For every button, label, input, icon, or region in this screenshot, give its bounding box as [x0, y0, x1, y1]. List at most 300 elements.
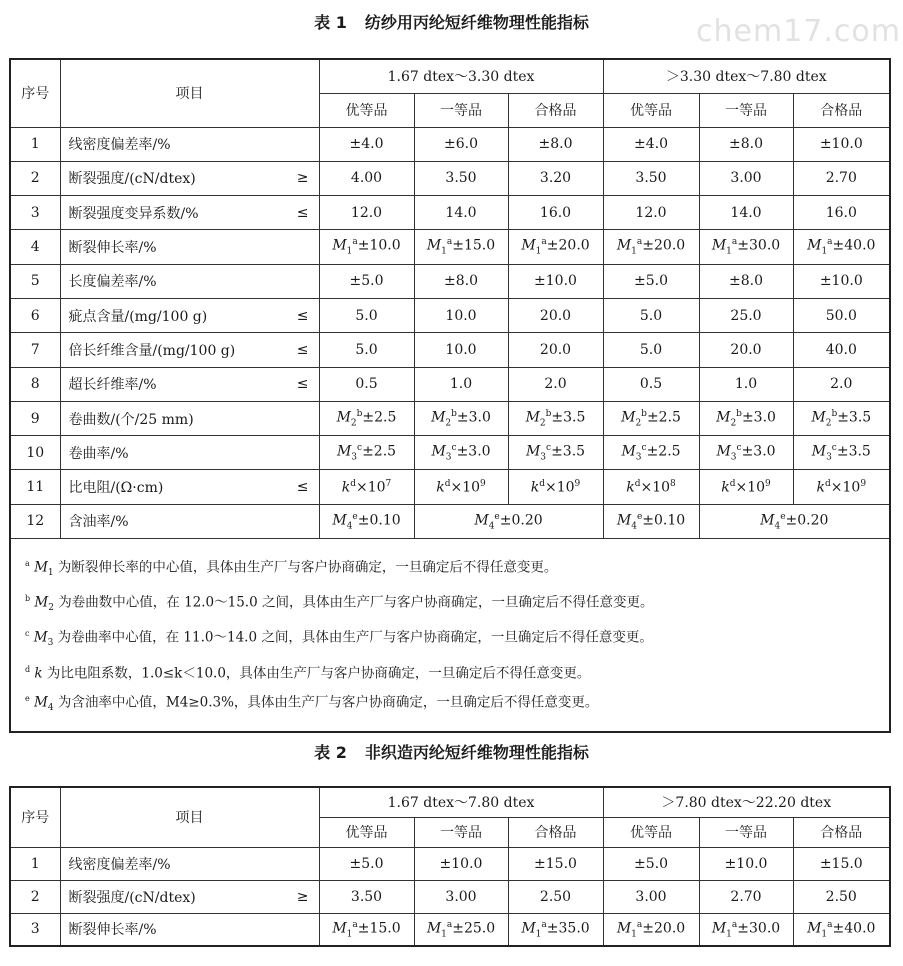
- row-item-symbol: ≥: [296, 170, 309, 187]
- value-note-mark: a: [636, 237, 643, 248]
- row-item-label: 比电阻/(Ω·cm): [68, 480, 164, 497]
- header-grade: 合格品: [508, 817, 603, 847]
- row-item-wrap: [69, 271, 315, 291]
- row-item-label: 线密度偏差率/%: [68, 856, 171, 873]
- value-variable: M: [336, 443, 352, 460]
- table-row: [10, 880, 890, 913]
- row-value: ±6.0: [414, 127, 508, 161]
- value-subscript: 4: [631, 521, 637, 532]
- value-note-mark: d: [350, 478, 356, 489]
- header-item: 项目: [60, 787, 319, 847]
- row-item: [60, 127, 319, 161]
- value-rest: ±3.0: [456, 409, 491, 426]
- value-note-mark: d: [729, 478, 736, 489]
- table-row: [10, 436, 890, 470]
- value-rest: ×10: [544, 479, 575, 496]
- row-item-wrap: [69, 237, 315, 257]
- header-grade: 合格品: [508, 93, 603, 127]
- row-value: ±10.0: [793, 264, 890, 298]
- value-rest: ±10.0: [357, 237, 401, 254]
- value-note-mark: e: [494, 511, 500, 522]
- notes-row: [10, 539, 890, 733]
- value-note-mark: a: [446, 919, 453, 930]
- footnote-variable: M: [34, 694, 48, 711]
- row-item-wrap: [69, 374, 315, 394]
- value-note-mark: a: [541, 919, 547, 930]
- value-note-mark: d: [539, 478, 545, 489]
- table-row: [10, 401, 890, 435]
- footnote-text: 为比电阻系数，1.0≤k＜10.0，具体由生产厂与客户协商确定，一旦确定后不得任意变更。: [42, 665, 591, 682]
- row-value: 25.0: [699, 298, 793, 332]
- value-note-mark: b: [736, 408, 742, 419]
- row-value: [699, 436, 793, 470]
- row-value: 10.0: [414, 333, 508, 367]
- footnote-subscript: 4: [47, 703, 54, 714]
- table-notes: [10, 539, 890, 733]
- row-value: 5.0: [319, 333, 414, 367]
- value-variable: M: [431, 443, 446, 460]
- row-item-label: 断裂伸长率/%: [68, 922, 157, 939]
- value-note-mark: b: [641, 408, 647, 419]
- row-item: [60, 401, 319, 435]
- row-value: 5.0: [603, 298, 699, 332]
- value-variable: M: [332, 512, 347, 529]
- table-row: [10, 230, 890, 264]
- row-number: 3: [10, 196, 60, 230]
- value-rest: ±30.0: [737, 920, 781, 937]
- row-number: 5: [10, 264, 60, 298]
- row-number: 7: [10, 333, 60, 367]
- value-subscript: 1: [441, 928, 447, 939]
- row-item-wrap: [69, 340, 315, 360]
- value-subscript: 3: [730, 452, 737, 463]
- row-value: 16.0: [793, 196, 890, 230]
- value-note-mark: d: [634, 478, 641, 489]
- header-group-b: ＞3.30 dtex～7.80 dtex: [603, 59, 890, 93]
- value-subscript: 1: [726, 246, 732, 257]
- value-note-mark: a: [731, 919, 738, 930]
- table1-caption-title: 纺纱用丙纶短纤维物理性能指标: [364, 13, 589, 32]
- value-variable: M: [760, 512, 775, 529]
- value-note-mark: b: [451, 408, 457, 419]
- row-value: ±10.0: [508, 264, 603, 298]
- footnote-variable: M: [33, 629, 48, 646]
- footnote-text: 为卷曲数中心值，在 12.0～15.0 之间，具体由生产厂与客户协商确定，一旦确定后不得任意变更。: [53, 594, 654, 611]
- value-subscript: 1: [821, 928, 828, 939]
- footnote-text: 为断裂伸长率的中心值，具体由生产厂与客户协商确定，一旦确定后不得任意变更。: [53, 559, 558, 576]
- row-value: 0.5: [319, 367, 414, 401]
- value-subscript: 2: [825, 418, 832, 429]
- row-item-wrap: [69, 306, 315, 326]
- row-item: [60, 504, 319, 538]
- value-exponent: 9: [574, 478, 581, 489]
- row-value: [508, 436, 603, 470]
- row-value: 2.70: [793, 161, 890, 195]
- header-grade: 一等品: [699, 93, 793, 127]
- row-value: [319, 504, 414, 538]
- value-exponent: 9: [860, 478, 867, 489]
- value-rest: ±20.0: [642, 920, 686, 937]
- header-row: [10, 59, 890, 93]
- value-note-mark: c: [641, 443, 647, 454]
- value-rest: ±2.5: [646, 443, 681, 460]
- row-item-wrap: [69, 443, 315, 463]
- row-value: 3.00: [603, 880, 699, 913]
- footnote: [25, 586, 879, 621]
- row-value: [508, 401, 603, 435]
- value-note-mark: c: [451, 443, 457, 454]
- footnote: [25, 551, 879, 586]
- value-variable: M: [621, 443, 636, 460]
- row-number: 2: [10, 161, 60, 195]
- value-subscript: 1: [346, 928, 353, 939]
- value-variable: M: [332, 237, 347, 254]
- row-number: 2: [10, 880, 60, 913]
- row-item-label: 断裂强度变异系数/%: [68, 205, 199, 222]
- value-note-mark: c: [736, 443, 742, 454]
- table-row: [10, 333, 890, 367]
- row-value: [603, 230, 699, 264]
- header-item: 项目: [60, 59, 319, 127]
- row-value: 2.0: [508, 367, 603, 401]
- table2-caption: [0, 740, 903, 763]
- value-rest: ±3.5: [551, 409, 586, 426]
- value-rest: ±20.0: [642, 237, 686, 254]
- row-item-label: 疵点含量/(mg/100 g): [68, 308, 208, 325]
- value-note-mark: e: [352, 511, 358, 522]
- row-item-wrap: [69, 168, 315, 188]
- row-item: [60, 367, 319, 401]
- header-grade: 优等品: [603, 817, 699, 847]
- header-group-a: 1.67 dtex～7.80 dtex: [319, 787, 603, 817]
- row-value: [319, 230, 414, 264]
- value-note-mark: a: [636, 919, 643, 930]
- value-variable: M: [621, 409, 636, 426]
- row-value: 10.0: [414, 298, 508, 332]
- value-variable: k: [816, 479, 825, 496]
- value-subscript: 3: [445, 452, 452, 463]
- table-row: [10, 196, 890, 230]
- row-value: [793, 230, 890, 264]
- row-item-wrap: [69, 854, 315, 874]
- row-value: 20.0: [508, 298, 603, 332]
- value-variable: M: [811, 443, 827, 460]
- value-rest: ±40.0: [832, 237, 876, 254]
- row-value: [793, 913, 890, 946]
- value-exponent: 7: [385, 478, 392, 489]
- footnote-mark: a: [25, 559, 30, 569]
- value-subscript: 2: [350, 418, 357, 429]
- row-value: [699, 230, 793, 264]
- row-value: [603, 504, 699, 538]
- value-rest: ±15.0: [452, 237, 496, 254]
- value-note-mark: b: [356, 408, 363, 419]
- row-value: [699, 504, 890, 538]
- row-value: 2.50: [508, 880, 603, 913]
- value-variable: M: [711, 237, 727, 254]
- value-variable: k: [341, 479, 351, 496]
- footnote-variable: k: [34, 665, 43, 682]
- value-note-mark: a: [446, 237, 453, 248]
- row-value: 3.50: [319, 880, 414, 913]
- row-item: [60, 333, 319, 367]
- value-variable: M: [521, 237, 536, 254]
- row-value: ±10.0: [793, 127, 890, 161]
- value-subscript: 1: [631, 928, 637, 939]
- row-value: 1.0: [414, 367, 508, 401]
- value-rest: ±2.5: [646, 409, 681, 426]
- value-variable: k: [721, 479, 730, 496]
- value-rest: ±0.20: [785, 512, 829, 529]
- row-value: [793, 436, 890, 470]
- table-row: [10, 161, 890, 195]
- row-value: ±8.0: [699, 127, 793, 161]
- value-exponent: 8: [670, 478, 676, 489]
- table-row: [10, 504, 890, 538]
- header-grade: 合格品: [793, 93, 890, 127]
- value-variable: k: [530, 479, 540, 496]
- table1-caption-number: 表 1: [314, 13, 347, 32]
- row-value: 50.0: [793, 298, 890, 332]
- header-grade: 合格品: [793, 817, 890, 847]
- row-item: [60, 913, 319, 946]
- row-item-label: 超长纤维率/%: [68, 377, 157, 394]
- row-item-wrap: [69, 887, 315, 907]
- row-value: 3.50: [414, 161, 508, 195]
- row-value: ±4.0: [319, 127, 414, 161]
- value-rest: ±0.20: [499, 512, 543, 529]
- value-note-mark: a: [352, 919, 358, 930]
- row-item-label: 断裂强度/(cN/dtex): [68, 171, 196, 188]
- value-subscript: 1: [821, 246, 828, 257]
- value-rest: ×10: [735, 479, 766, 496]
- value-note-mark: b: [831, 408, 838, 419]
- row-value: 20.0: [508, 333, 603, 367]
- row-item-symbol: ≤: [296, 204, 309, 221]
- row-value: ±8.0: [414, 264, 508, 298]
- footnote: [25, 686, 879, 721]
- row-item-symbol: ≤: [296, 479, 309, 496]
- row-value: ±8.0: [508, 127, 603, 161]
- row-value: [414, 913, 508, 946]
- value-subscript: 2: [445, 418, 452, 429]
- value-subscript: 1: [535, 246, 542, 257]
- table-row: [10, 847, 890, 880]
- row-item-symbol: ≥: [296, 888, 309, 905]
- value-note-mark: a: [352, 237, 358, 248]
- row-value: 14.0: [414, 196, 508, 230]
- row-value: 40.0: [793, 333, 890, 367]
- row-value: [414, 470, 508, 504]
- value-rest: ±3.5: [836, 443, 871, 460]
- row-number: 1: [10, 127, 60, 161]
- value-variable: M: [431, 409, 446, 426]
- header-grade: 优等品: [603, 93, 699, 127]
- row-item-wrap: [69, 134, 315, 154]
- table-row: [10, 470, 890, 504]
- header-row: [10, 787, 890, 817]
- value-variable: M: [474, 512, 489, 529]
- row-item-label: 长度偏差率/%: [68, 274, 157, 291]
- footnote-mark: c: [25, 629, 30, 639]
- row-item: [60, 161, 319, 195]
- value-subscript: 3: [540, 452, 547, 463]
- row-value: [508, 470, 603, 504]
- value-rest: ±30.0: [737, 237, 781, 254]
- value-rest: ±3.5: [551, 443, 586, 460]
- value-rest: ±2.5: [362, 409, 397, 426]
- table1-caption: [0, 10, 903, 33]
- value-rest: ±3.5: [837, 409, 872, 426]
- value-rest: ±3.0: [741, 443, 776, 460]
- value-subscript: 4: [346, 521, 353, 532]
- value-variable: M: [336, 409, 351, 426]
- row-item-symbol: ≤: [296, 307, 309, 324]
- row-value: ±4.0: [603, 127, 699, 161]
- row-item-label: 倍长纤维含量/(mg/100 g): [68, 342, 236, 359]
- row-item-label: 线密度偏差率/%: [68, 137, 171, 154]
- row-number: 10: [10, 436, 60, 470]
- row-value: 2.0: [793, 367, 890, 401]
- value-subscript: 3: [635, 452, 642, 463]
- footnote-mark: b: [25, 594, 31, 604]
- value-variable: M: [525, 443, 541, 460]
- value-variable: M: [332, 920, 347, 937]
- row-value: 16.0: [508, 196, 603, 230]
- header-seq: 序号: [10, 787, 60, 847]
- value-rest: ×10: [830, 479, 861, 496]
- value-rest: ±35.0: [546, 920, 590, 937]
- row-value: 14.0: [699, 196, 793, 230]
- value-rest: ±3.0: [456, 443, 491, 460]
- value-variable: M: [616, 920, 632, 937]
- table2-caption-number: 表 2: [314, 743, 347, 762]
- value-subscript: 3: [351, 452, 358, 463]
- value-subscript: 3: [826, 452, 832, 463]
- row-item: [60, 264, 319, 298]
- row-value: ±10.0: [699, 847, 793, 880]
- value-rest: ×10: [640, 479, 671, 496]
- row-number: 6: [10, 298, 60, 332]
- row-value: [414, 401, 508, 435]
- row-item-label: 断裂伸长率/%: [68, 240, 157, 257]
- row-value: ±10.0: [414, 847, 508, 880]
- value-variable: k: [436, 479, 445, 496]
- row-item: [60, 230, 319, 264]
- row-item-wrap: [69, 511, 315, 531]
- value-variable: M: [426, 237, 442, 254]
- value-exponent: 9: [480, 478, 486, 489]
- row-item-wrap: [69, 409, 315, 429]
- row-value: 1.0: [699, 367, 793, 401]
- table2-caption-title: 非织造丙纶短纤维物理性能指标: [364, 743, 589, 762]
- value-note-mark: d: [444, 478, 451, 489]
- row-item: [60, 298, 319, 332]
- value-note-mark: c: [831, 443, 837, 454]
- header-grade: 一等品: [699, 817, 793, 847]
- value-rest: ×10: [450, 479, 481, 496]
- row-value: ±15.0: [793, 847, 890, 880]
- row-number: 4: [10, 230, 60, 264]
- row-value: ±5.0: [319, 847, 414, 880]
- value-rest: ×10: [355, 479, 386, 496]
- row-item: [60, 880, 319, 913]
- row-item: [60, 470, 319, 504]
- row-value: [699, 401, 793, 435]
- row-value: 12.0: [603, 196, 699, 230]
- header-grade: 一等品: [414, 93, 508, 127]
- row-value: [414, 436, 508, 470]
- row-value: 20.0: [699, 333, 793, 367]
- table-row: [10, 127, 890, 161]
- row-value: [603, 470, 699, 504]
- value-note-mark: d: [825, 478, 831, 489]
- row-item-wrap: [69, 477, 315, 497]
- row-value: [508, 230, 603, 264]
- table2: [9, 786, 891, 947]
- row-number: 9: [10, 401, 60, 435]
- footnote-variable: M: [34, 559, 48, 576]
- value-subscript: 2: [730, 418, 737, 429]
- footnote: [25, 657, 879, 687]
- value-note-mark: a: [827, 919, 833, 930]
- row-value: [793, 470, 890, 504]
- row-item: [60, 847, 319, 880]
- row-number: 12: [10, 504, 60, 538]
- value-variable: M: [616, 512, 632, 529]
- value-rest: ±40.0: [832, 920, 876, 937]
- row-value: [414, 504, 603, 538]
- table-row: [10, 913, 890, 946]
- row-number: 8: [10, 367, 60, 401]
- value-subscript: 1: [441, 246, 447, 257]
- row-value: [699, 913, 793, 946]
- row-item-wrap: [69, 203, 315, 223]
- row-value: ±8.0: [699, 264, 793, 298]
- value-rest: ±25.0: [452, 920, 496, 937]
- value-variable: M: [616, 237, 632, 254]
- table1: [9, 58, 891, 733]
- row-value: 4.00: [319, 161, 414, 195]
- row-value: 3.00: [414, 880, 508, 913]
- table-row: [10, 264, 890, 298]
- row-value: [699, 470, 793, 504]
- row-value: [319, 436, 414, 470]
- value-note-mark: a: [827, 237, 833, 248]
- watermark: chem17.com: [696, 14, 901, 49]
- footnote-text: 为含油率中心值，M4≥0.3%，具体由生产厂与客户协商确定，一旦确定后不得任意变更。: [53, 694, 599, 711]
- row-value: ±5.0: [603, 847, 699, 880]
- value-rest: ±2.5: [362, 443, 397, 460]
- row-value: ±5.0: [319, 264, 414, 298]
- row-item: [60, 196, 319, 230]
- value-rest: ±0.10: [642, 512, 686, 529]
- row-value: 3.20: [508, 161, 603, 195]
- value-variable: M: [711, 920, 727, 937]
- row-value: [793, 401, 890, 435]
- row-value: ±5.0: [603, 264, 699, 298]
- row-value: 2.50: [793, 880, 890, 913]
- row-value: [319, 913, 414, 946]
- row-value: [603, 436, 699, 470]
- row-item-wrap: [69, 919, 315, 939]
- footnote: [25, 621, 879, 656]
- value-variable: M: [716, 443, 731, 460]
- row-value: 0.5: [603, 367, 699, 401]
- row-value: 2.70: [699, 880, 793, 913]
- value-rest: ±3.0: [741, 409, 776, 426]
- value-subscript: 1: [726, 928, 732, 939]
